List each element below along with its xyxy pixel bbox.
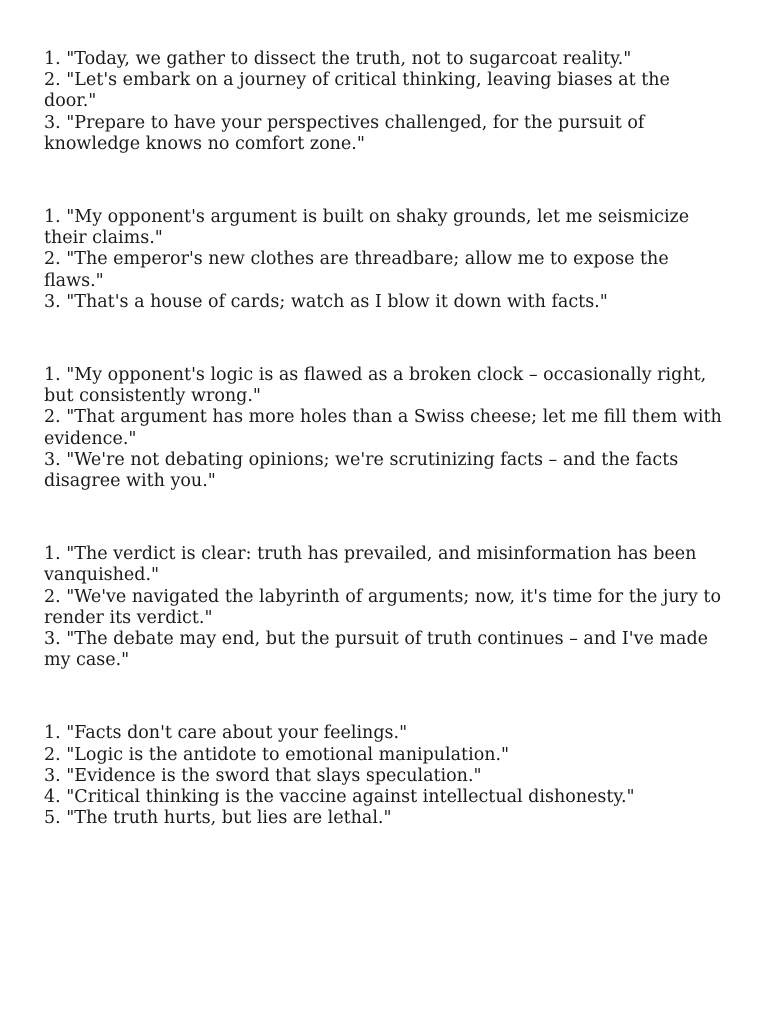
quote-line: 4. "Critical thinking is the vaccine against intellectual dishonesty." [44,787,635,808]
quote-line: 1. "Today, we gather to dissect the truth, not to sugarcoat reality." [44,49,632,69]
quote-group-logic [44,365,724,492]
document-page [44,49,724,829]
quote-line: 1. "Facts don't care about your feelings." [44,723,408,744]
quote-line: 1. "My opponent's argument is built on shaky grounds, let me seismicize their claims." [44,207,690,249]
quote-line: 3. "We're not debating opinions; we're scrutinizing facts – and the facts disagree with you." [44,449,679,492]
quote-line: 1. "My opponent's logic is as flawed as a broken clock – occasionally right, but consistently wrong." [44,365,707,407]
quote-group-opening [44,49,724,155]
quote-line: 3. "Evidence is the sword that slays speculation." [44,765,482,786]
quote-group-oneliners [44,723,724,829]
quote-line: 3. "That's a house of cards; watch as I blow it down with facts." [44,291,608,312]
quote-group-closing [44,544,724,671]
quote-line: 2. "We've navigated the labyrinth of arguments; now, it's time for the jury to render its verdict." [44,586,722,628]
quote-line: 2. "Logic is the antidote to emotional manipulation." [44,744,510,765]
quote-group-rebuttal [44,207,724,313]
quote-line: 5. "The truth hurts, but lies are lethal." [44,808,392,829]
quote-line: 2. "Let's embark on a journey of critical thinking, leaving biases at the door." [44,70,670,112]
quote-line: 3. "Prepare to have your perspectives challenged, for the pursuit of knowledge knows no comfort zone." [44,112,645,154]
quote-line: 2. "The emperor's new clothes are threadbare; allow me to expose the flaws." [44,249,669,291]
quote-line: 3. "The debate may end, but the pursuit of truth continues – and I've made my case." [44,629,709,671]
quote-line: 2. "That argument has more holes than a Swiss cheese; let me fill them with evidence." [44,407,722,449]
quote-line: 1. "The verdict is clear: truth has prevailed, and misinformation has been vanquished." [44,544,697,586]
